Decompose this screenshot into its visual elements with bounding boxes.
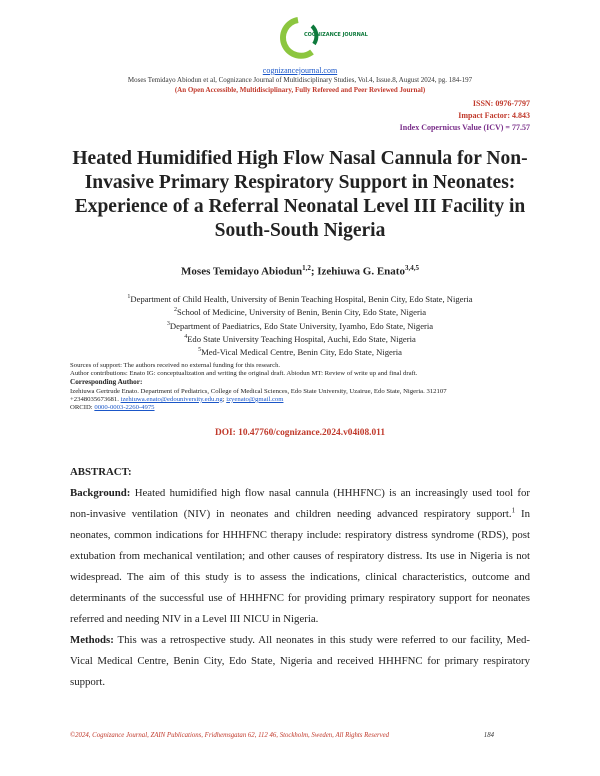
affiliation-list [0, 292, 600, 358]
corresponding-author-label: Corresponding Author: [70, 378, 143, 387]
methods-label: Methods: [70, 634, 114, 646]
author-notes [70, 362, 540, 412]
affiliation-text: Edo State University Teaching Hospital, Auchi, Edo State, Nigeria [187, 333, 416, 344]
author-separator: ; [310, 265, 315, 278]
copyright-notice: ©2024, Cognizance Journal, ZAIN Publications, Fridhemsgatan 62, 112 46, Stockholm, Sweden, All Rights Reserved [70, 732, 390, 739]
affiliation-item [0, 305, 600, 318]
affiliation-item [0, 345, 600, 358]
abstract-heading: ABSTRACT: [70, 466, 132, 478]
affiliation-text: Department of Child Health, University of Benin Teaching Hospital, Benin City, Edo State, Nigeria [130, 293, 473, 304]
paper-title: Heated Humidified High Flow Nasal Cannula for Non-Invasive Primary Respiratory Support in Neonates: Experience of a Referral Neonatal Level III Facility in South-South Nigeria [72, 148, 528, 241]
author-affiliation-sup: 3,4,5 [404, 264, 419, 272]
methods-text: This was a retrospective study. All neonates in this study were referred to our facility, Med-Vical Medical Centre, Benin City, Edo State, Nigeria and received HHHFNC for primary respiratory support. [70, 634, 530, 688]
affiliation-text: Department of Paediatrics, Edo State University, Iyamho, Edo State, Nigeria [169, 320, 434, 331]
impact-factor: Impact Factor: 4.843 [458, 111, 530, 120]
citation-line: Moses Temidayo Abiodun et al, Cognizance Journal of Multidisciplinary Studies, Vol.4, Issue.8, August 2024, pg. 184-197 [127, 76, 473, 84]
orcid-label: ORCID: [70, 404, 93, 412]
page-number: 184 [483, 732, 494, 739]
email-link-2[interactable]: izyenato@gmail.com [226, 395, 284, 403]
page-footer [70, 732, 530, 739]
affiliation-item [0, 319, 600, 332]
author-name: Izehiuwa G. Enato [317, 265, 405, 278]
issn: ISSN: 0976-7797 [472, 99, 530, 108]
background-text-continued: In neonates, common indications for HHHFNC therapy include: respiratory distress syndrome (RDS), post extubation from mechanical ventilation; and other causes of respiratory distress. Its use in Nigeria is not widespread. The aim of this study is to assess the indications, clinical characteristics, outcome and determinants of the successful use of HHHFNC for providing primary respiratory support for neonates referred and needing NIV in a Level III NICU in Nigeria. [70, 508, 530, 625]
email-link-1[interactable]: izehiuwa.enato@edouniversity.edu.ng [120, 395, 223, 403]
background-text: Heated humidified high flow nasal cannula (HHHFNC) is an increasingly used tool for non-invasive ventilation (NIV) in neonates and children needing advanced respiratory support. [70, 487, 530, 520]
citation-sup: 1 [511, 506, 516, 515]
affiliation-text: Med-Vical Medical Centre, Benin City, Edo State, Nigeria [201, 346, 402, 357]
email-separator: ; [222, 395, 225, 403]
funding-note: Sources of support: The authors received no external funding for this research. [70, 362, 281, 369]
affiliation-text: School of Medicine, University of Benin, Benin City, Edo State, Nigeria [176, 307, 427, 318]
corresponding-author-address: Izehiuwa Gertrude Enato. Department of Pediatrics, College of Medical Sciences, Edo State University, Uzairue, Edo State, Nigeria. 312107 [70, 387, 447, 395]
affiliation-sup: 2 [173, 307, 177, 314]
logo-text: COGNIZANCE JOURNAL [304, 32, 368, 38]
author-affiliation-sup: 1,2 [302, 264, 311, 272]
author-name: Moses Temidayo Abiodun [181, 265, 303, 278]
background-paragraph [70, 483, 530, 630]
doi[interactable]: DOI: 10.47760/cognizance.2024.v04i08.011 [214, 428, 386, 438]
abstract-section [70, 462, 530, 693]
index-copernicus-value: Index Copernicus Value (ICV) = 77.57 [399, 123, 530, 132]
affiliation-sup: 5 [198, 347, 202, 354]
affiliation-item [0, 292, 600, 305]
open-access-line: (An Open Accessible, Multidisciplinary, Fully Refereed and Peer Reviewed Journal) [174, 86, 426, 94]
methods-paragraph [70, 630, 530, 693]
affiliation-sup: 1 [127, 294, 131, 300]
orcid-line [70, 404, 540, 412]
author-list [0, 264, 600, 278]
orcid-link[interactable]: 0000-0003-2260-4975 [94, 404, 155, 412]
affiliation-sup: 3 [166, 320, 170, 327]
affiliation-sup: 4 [184, 333, 188, 340]
journal-logo [268, 14, 368, 62]
contributions-note: Author contributions: Enato IG: conceptualization and writing the original draft. Abiodun MT: Review of write up and final draft. [70, 370, 418, 378]
background-label: Background: [70, 487, 131, 499]
affiliation-item [0, 332, 600, 345]
phone-number: +2348035673681. [70, 395, 119, 403]
journal-site-link[interactable]: cognizancejournal.com [262, 66, 338, 75]
contact-line [70, 396, 540, 404]
